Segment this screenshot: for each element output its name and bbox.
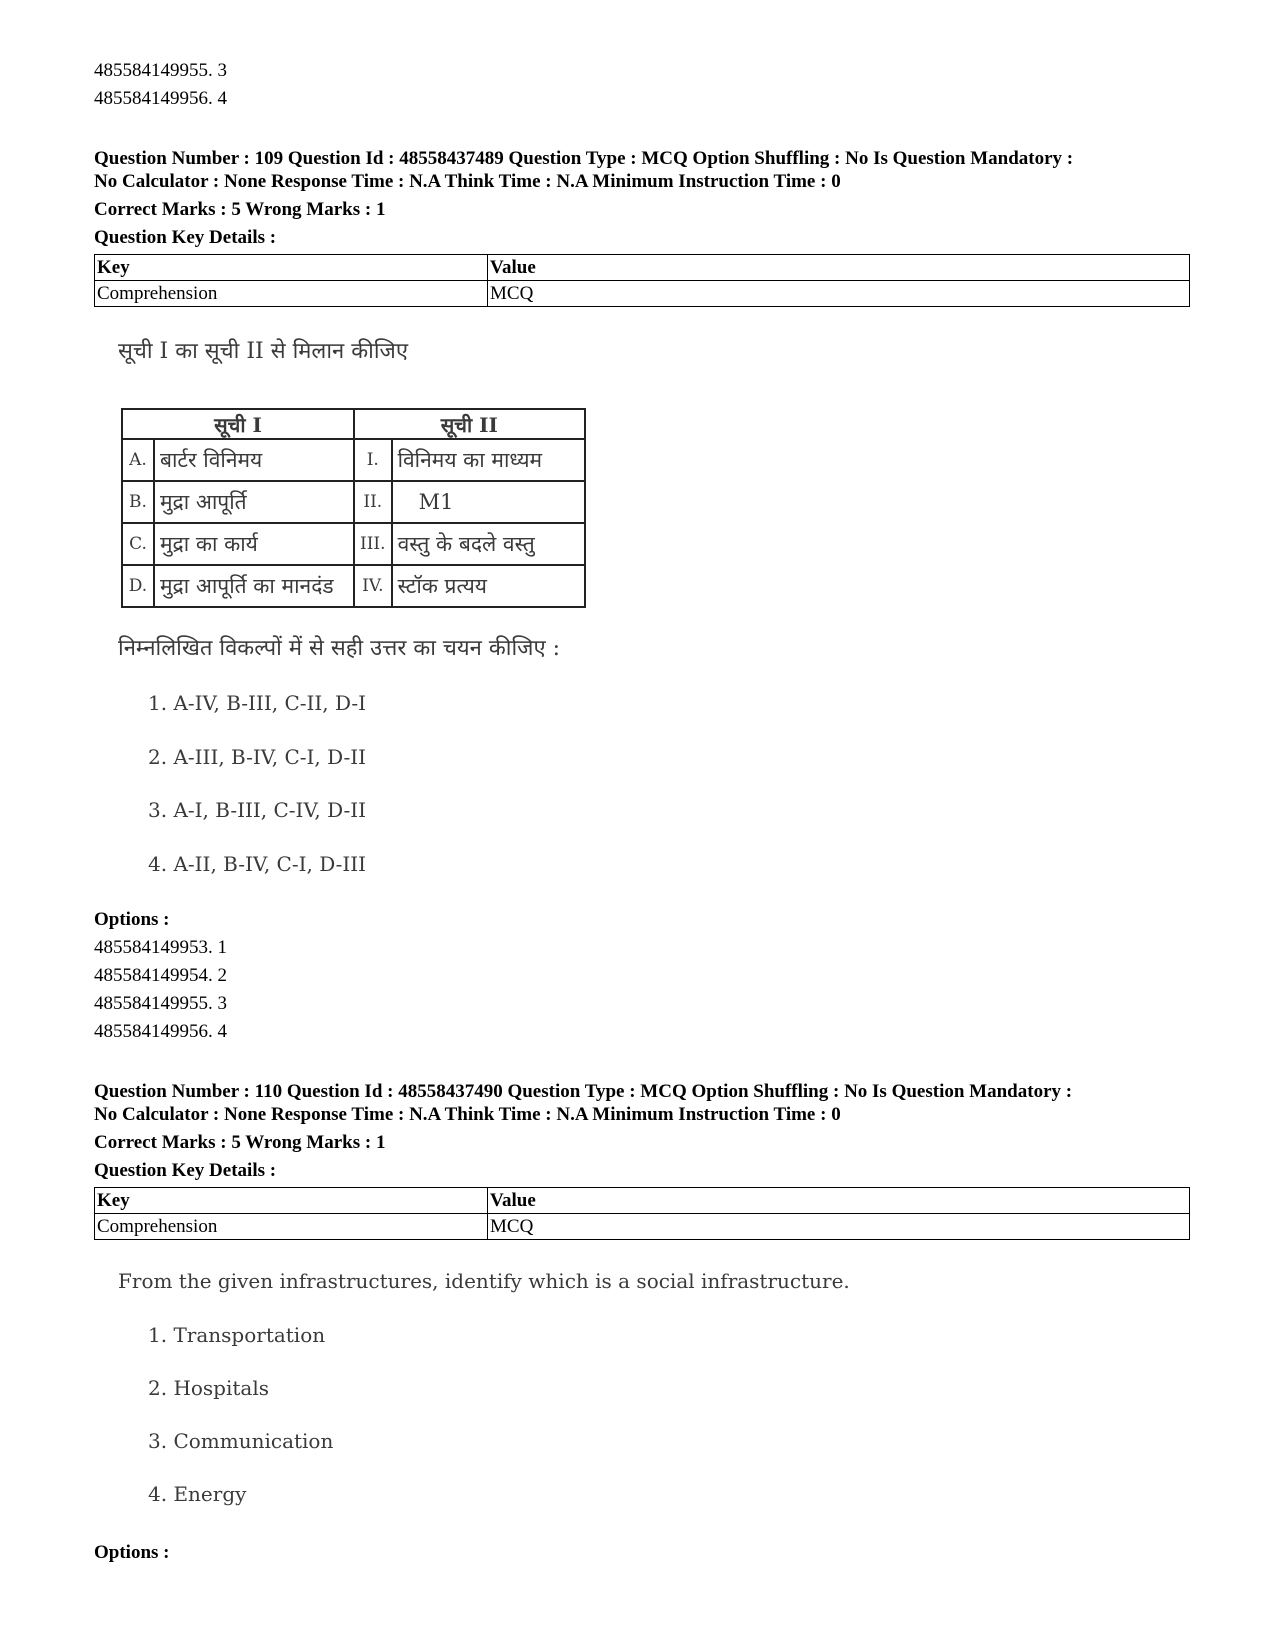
match-row	[122, 439, 585, 481]
option-line: 485584149955. 3	[94, 60, 227, 81]
match-table	[121, 408, 586, 608]
list-2-item: वस्तु के बदले वस्तु	[392, 523, 585, 565]
question-header-line1: Question Number : 109 Question Id : 48558437489 Question Type : MCQ Option Shuffling : No Is Question Mandatory :	[94, 148, 1074, 169]
option-line: 485584149955. 3	[94, 993, 227, 1014]
options-label: Options :	[94, 1542, 170, 1563]
value-cell: MCQ	[488, 281, 1190, 307]
match-row	[122, 565, 585, 607]
value-cell: MCQ	[488, 1214, 1190, 1240]
row-numeral: III.	[354, 523, 392, 565]
match-row	[122, 523, 585, 565]
marks-line: Correct Marks : 5 Wrong Marks : 1	[94, 1132, 386, 1153]
row-letter: C.	[122, 523, 154, 565]
answer-choice: 1. A-IV, B-III, C-II, D-I	[148, 691, 367, 715]
list-1-item: बार्टर विनिमय	[154, 439, 354, 481]
key-details-table	[94, 1187, 1190, 1240]
row-numeral: II.	[354, 481, 392, 523]
key-cell: Comprehension	[95, 1214, 488, 1240]
option-line: 485584149953. 1	[94, 937, 227, 958]
answer-choice: 3. Communication	[148, 1429, 334, 1453]
match-row	[122, 481, 585, 523]
list-2-item: स्टॉक प्रत्यय	[392, 565, 585, 607]
answer-choice: 2. A-III, B-IV, C-I, D-II	[148, 745, 367, 769]
question-header-line2: No Calculator : None Response Time : N.A Think Time : N.A Minimum Instruction Time : 0	[94, 1104, 841, 1125]
list-2-item: M1	[392, 481, 585, 523]
list-1-item: मुद्रा आपूर्ति का मानदंड	[154, 565, 354, 607]
list-1-item: मुद्रा आपूर्ति	[154, 481, 354, 523]
marks-line: Correct Marks : 5 Wrong Marks : 1	[94, 199, 386, 220]
list-2-item: विनिमय का माध्यम	[392, 439, 585, 481]
row-letter: A.	[122, 439, 154, 481]
question-header-line2: No Calculator : None Response Time : N.A Think Time : N.A Minimum Instruction Time : 0	[94, 171, 841, 192]
answer-choice: 1. Transportation	[148, 1323, 326, 1347]
row-letter: B.	[122, 481, 154, 523]
question-prompt: सूची I का सूची II से मिलान कीजिए	[118, 339, 409, 364]
row-letter: D.	[122, 565, 154, 607]
key-header: Key	[95, 255, 488, 281]
answer-choice: 2. Hospitals	[148, 1376, 270, 1400]
key-header: Key	[95, 1188, 488, 1214]
list-2-header: सूची II	[354, 409, 585, 439]
answer-choice: 3. A-I, B-III, C-IV, D-II	[148, 798, 367, 822]
option-line: 485584149956. 4	[94, 88, 227, 109]
answer-choice: 4. A-II, B-IV, C-I, D-III	[148, 852, 367, 876]
list-1-item: मुद्रा का कार्य	[154, 523, 354, 565]
choose-instruction: निम्नलिखित विकल्पों में से सही उत्तर का चयन कीजिए :	[118, 636, 561, 661]
option-line: 485584149954. 2	[94, 965, 227, 986]
question-prompt: From the given infrastructures, identify which is a social infrastructure.	[118, 1269, 850, 1293]
value-header: Value	[488, 255, 1190, 281]
list-1-header: सूची I	[122, 409, 354, 439]
key-details-label: Question Key Details :	[94, 1160, 277, 1181]
row-numeral: IV.	[354, 565, 392, 607]
key-details-table	[94, 254, 1190, 307]
answer-choice: 4. Energy	[148, 1482, 247, 1506]
options-label: Options :	[94, 909, 170, 930]
option-line: 485584149956. 4	[94, 1021, 227, 1042]
key-details-label: Question Key Details :	[94, 227, 277, 248]
key-cell: Comprehension	[95, 281, 488, 307]
row-numeral: I.	[354, 439, 392, 481]
question-header-line1: Question Number : 110 Question Id : 48558437490 Question Type : MCQ Option Shuffling : No Is Question Mandatory :	[94, 1081, 1073, 1102]
value-header: Value	[488, 1188, 1190, 1214]
